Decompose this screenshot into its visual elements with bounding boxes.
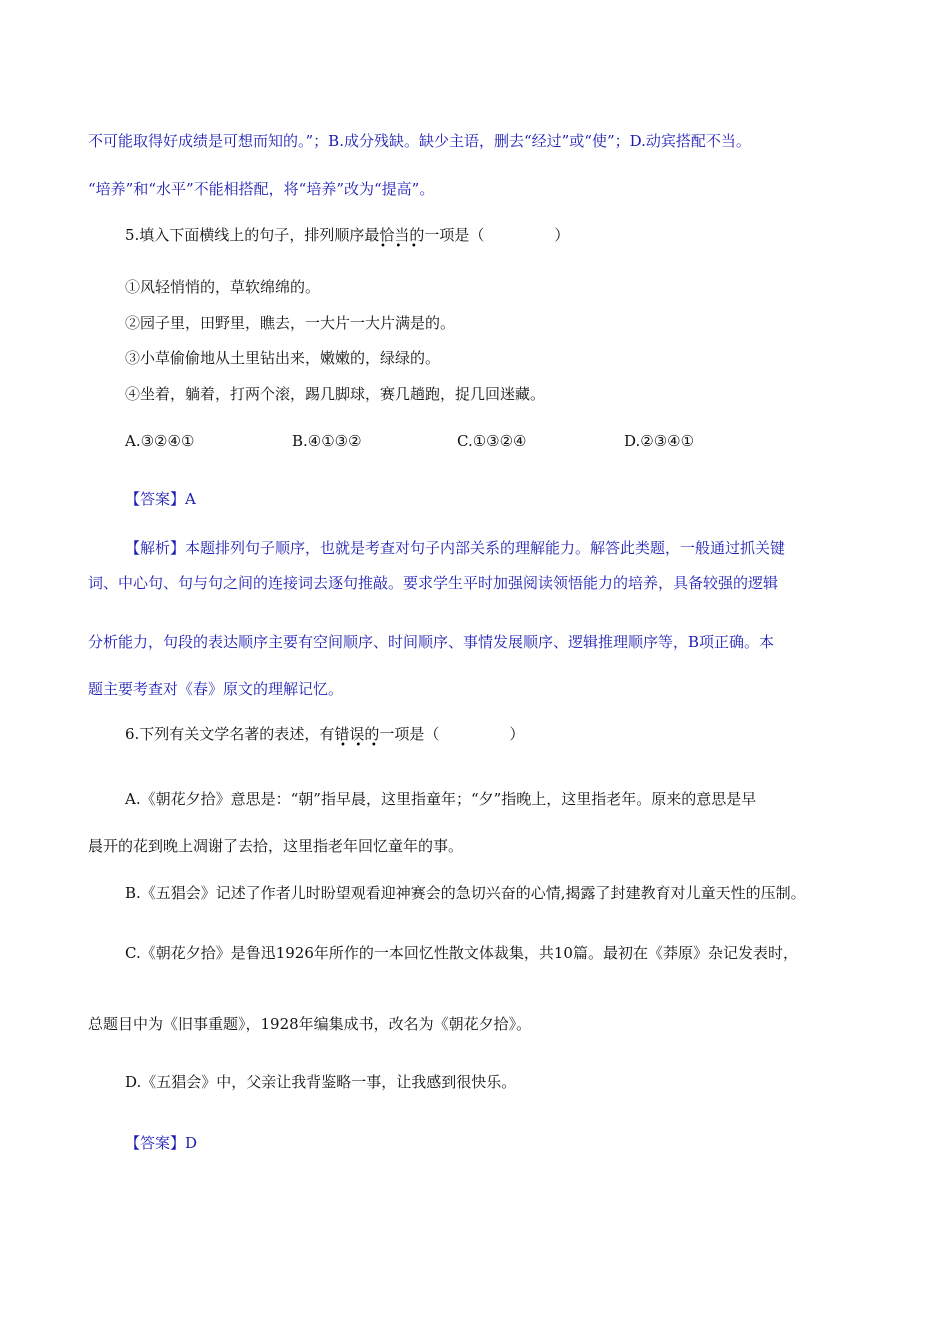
question-5-stem (125, 225, 569, 245)
sentence-item-1: ①风轻悄悄的，草软绵绵的。 (125, 278, 321, 296)
question-6-option-c-line-2: 总题目中为《旧事重题》，1928年编集成书，改名为《朝花夕拾》。 (88, 1015, 532, 1033)
analysis-continued-line-1: 不可能取得好成绩是可想而知的。”；B.成分残缺。缺少主语，删去“经过”或“使”；D.动宾搭配不当。 (88, 132, 751, 150)
question-6-prefix: 6.下列有关文学名著的表述， (125, 725, 320, 743)
question-6-answer: 【答案】D (125, 1134, 198, 1152)
question-6-emphasis: 有错误 (319, 725, 365, 743)
question-5-option-c: C.①③②④ (457, 432, 527, 450)
sentence-item-3: ③小草偷偷地从土里钻出来，嫩嫩的，绿绿的。 (125, 349, 441, 367)
question-6-suffix: 的一项是（ (364, 725, 440, 743)
question-6-stem (125, 724, 524, 744)
emphasis-dots: • • • (380, 241, 417, 252)
question-5-prefix: 5.填入下面横线上的句子，排列顺序 (125, 226, 365, 244)
question-5-answer: 【答案】A (125, 490, 196, 508)
question-5-analysis-line-2: 词、中心句、句与句之间的连接词去逐句推敲。要求学生平时加强阅读领悟能力的培养，具备较强的逻辑 (88, 574, 779, 592)
question-5-analysis-line-3: 分析能力，句段的表达顺序主要有空间顺序、时间顺序、事情发展顺序、逻辑推理顺序等，B项正确。本 (88, 633, 775, 651)
question-5-close: ） (554, 226, 570, 244)
question-5-analysis-line-4: 题主要考查对《春》原文的理解记忆。 (88, 680, 344, 698)
emphasis-dots: • • • (340, 740, 377, 751)
analysis-continued-line-2: “培养”和“水平”不能相搭配，将“培养”改为“提高”。 (88, 180, 435, 198)
question-6-option-c-line-1: C.《朝花夕拾》是鲁迅1926年所作的一本回忆性散文体裁集，共10篇。最初在《莽原》杂记发表时， (125, 944, 798, 962)
sentence-item-4: ④坐着，躺着，打两个滚，踢几脚球，赛几趟跑，捉几回迷藏。 (125, 385, 546, 403)
question-6-option-b: B.《五猖会》记述了作者儿时盼望观看迎神赛会的急切兴奋的心情,揭露了封建教育对儿童天性的压制。 (125, 884, 806, 902)
question-5-option-d: D.②③④① (624, 432, 695, 450)
question-5-emphasis: 最恰当 (364, 226, 410, 244)
sentence-item-2: ②园子里，田野里，瞧去，一大片一大片满是的。 (125, 314, 456, 332)
question-5-option-a: A.③②④① (125, 432, 195, 450)
question-5-analysis-line-1: 【解析】本题排列句子顺序，也就是考查对句子内部关系的理解能力。解答此类题，一般通过抓关键 (125, 539, 786, 557)
question-5-suffix: 的一项是（ (409, 226, 485, 244)
question-6-option-a-line-2: 晨开的花到晚上凋谢了去拾，这里指老年回忆童年的事。 (88, 837, 464, 855)
question-6-option-d: D.《五猖会》中，父亲让我背鉴略一事，让我感到很快乐。 (125, 1073, 517, 1091)
question-6-close: ） (509, 725, 525, 743)
question-6-option-a-line-1: A.《朝花夕拾》意思是：“朝”指早晨，这里指童年；“夕”指晚上，这里指老年。原来的意思是早 (125, 790, 757, 808)
question-5-option-b: B.④①③② (292, 432, 362, 450)
